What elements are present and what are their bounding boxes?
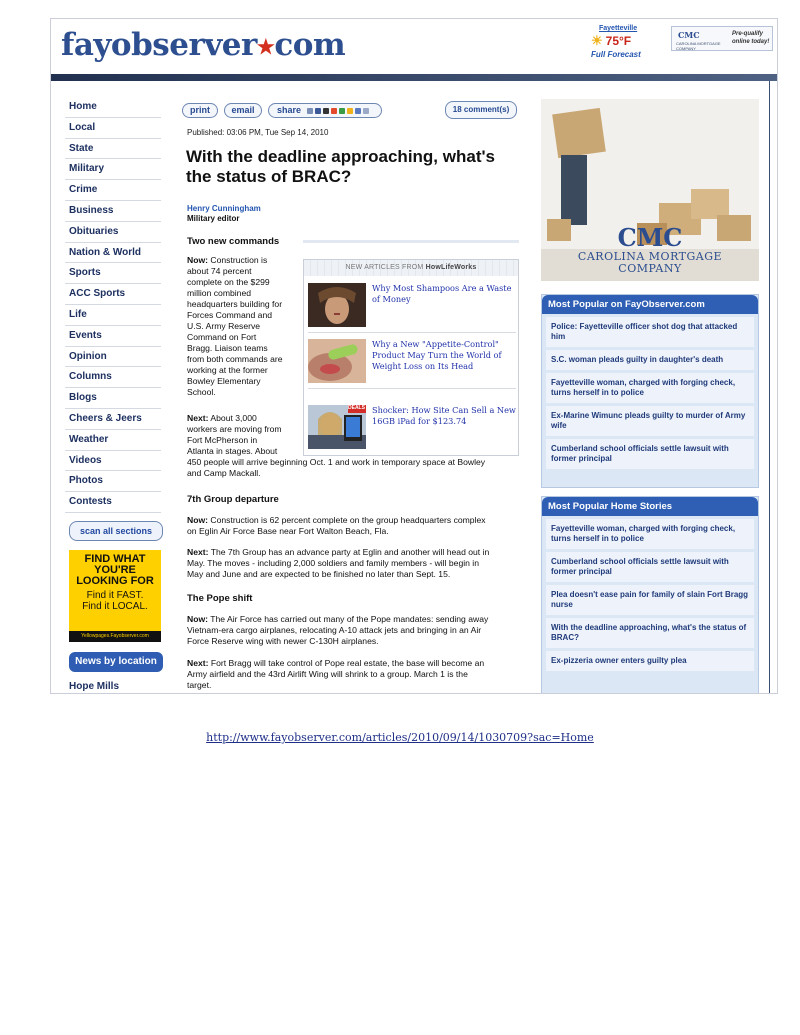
popular-story-link[interactable]: Fayetteville woman, charged with forging check, turns herself in to police bbox=[546, 373, 754, 403]
cmc-brand: CMC bbox=[617, 223, 683, 252]
share-label: share bbox=[277, 105, 302, 115]
right-edge-border bbox=[769, 81, 770, 694]
related-item[interactable] bbox=[308, 337, 516, 389]
p1-line: headquarters building for bbox=[187, 299, 283, 309]
p2-line: workers are moving from bbox=[187, 424, 282, 434]
p1-line: Bowley Elementary bbox=[187, 376, 261, 386]
paragraph-now-1 bbox=[187, 255, 303, 398]
popular-story-link[interactable]: Cumberland school officials settle lawsuit with former principal bbox=[546, 552, 754, 582]
nav-item[interactable]: Videos bbox=[65, 451, 161, 472]
popular-story-link[interactable]: Fayetteville woman, charged with forging check, turns herself in to police bbox=[546, 519, 754, 549]
popular-story-link[interactable]: With the deadline approaching, what's the status of BRAC? bbox=[546, 618, 754, 648]
nav-item[interactable]: Blogs bbox=[65, 388, 161, 409]
yellowpages-ad[interactable] bbox=[69, 550, 161, 642]
nav-item[interactable]: Photos bbox=[65, 471, 161, 492]
p1-line: working at the former bbox=[187, 365, 268, 375]
weather-temp-value: 75°F bbox=[605, 34, 632, 48]
nav-item[interactable]: Life bbox=[65, 305, 161, 326]
subhead-7th-group: 7th Group departure bbox=[187, 494, 279, 505]
p2-line: Fort McPherson in bbox=[187, 435, 258, 445]
paragraph-now-2 bbox=[187, 515, 527, 537]
popular-story-link[interactable]: Ex-Marine Wimunc pleads guilty to murder of Army wife bbox=[546, 406, 754, 436]
p6-line: Fort Bragg will take control of Pope real estate, the base will become an bbox=[210, 658, 485, 668]
nav-item[interactable]: Obituaries bbox=[65, 222, 161, 243]
most-popular-home-list bbox=[542, 519, 758, 671]
nav-item[interactable]: ACC Sports bbox=[65, 284, 161, 305]
popular-story-link[interactable]: Ex-pizzeria owner enters guilty plea bbox=[546, 651, 754, 671]
sun-icon: ☀ bbox=[591, 33, 603, 48]
nav-item[interactable]: Contests bbox=[65, 492, 161, 513]
related-item-title[interactable]: Shocker: How Site Can Sell a New 16GB iPad for $123.74 bbox=[372, 405, 516, 426]
lead-next-1: Next: bbox=[187, 413, 209, 423]
nav-item[interactable]: Military bbox=[65, 159, 161, 180]
p5-line: Force Reserve wing with newer C-130H airplanes. bbox=[187, 636, 379, 646]
top-ad-line2: online today! bbox=[732, 39, 770, 45]
lead-now-3: Now: bbox=[187, 614, 209, 624]
share-icon-5[interactable] bbox=[339, 108, 345, 114]
nav-item[interactable]: Crime bbox=[65, 180, 161, 201]
comments-count-button[interactable]: 18 comment(s) bbox=[445, 101, 517, 119]
p1-line: School. bbox=[187, 387, 216, 397]
paragraph-now-3 bbox=[187, 614, 527, 647]
lead-now-2: Now: bbox=[187, 515, 209, 525]
top-ad-text bbox=[732, 30, 769, 46]
source-url-link[interactable]: http://www.fayobserver.com/articles/2010/09/14/1030709?sac=Home bbox=[206, 731, 594, 744]
share-button[interactable] bbox=[268, 103, 382, 118]
p1-line: from both commands are bbox=[187, 354, 283, 364]
related-item-title[interactable]: Why a New "Appetite-Control" Product May Turn the World of Weight Loss on Its Head bbox=[372, 339, 502, 371]
most-popular-list bbox=[542, 317, 758, 469]
full-forecast-link[interactable]: Full Forecast bbox=[591, 50, 641, 59]
site-header bbox=[51, 19, 778, 74]
lead-next-2: Next: bbox=[187, 547, 209, 557]
p6-line: Army airfield and the 43rd Airlift Wing will shrink to a group. March 1 is the bbox=[187, 669, 468, 679]
lead-now-1: Now: bbox=[187, 255, 209, 265]
most-popular-title: Most Popular on FayObserver.com bbox=[542, 295, 758, 314]
p2-line: and Camp Mackall. bbox=[187, 468, 261, 478]
related-item[interactable] bbox=[308, 403, 516, 455]
p4-line: The 7th Group has an advance party at Eglin and another will head out in bbox=[210, 547, 490, 557]
logo-tld: com bbox=[274, 27, 346, 63]
nav-item-hope-mills[interactable]: Hope Mills bbox=[69, 681, 120, 692]
reddit-icon[interactable] bbox=[331, 108, 337, 114]
author-role: Military editor bbox=[187, 214, 240, 223]
browser-screenshot bbox=[50, 18, 778, 694]
cmc-line1: CAROLINA MORTGAGE bbox=[577, 250, 723, 263]
nav-item[interactable]: State bbox=[65, 139, 161, 160]
shampoo-thumbnail bbox=[308, 283, 366, 327]
p3-line: Construction is 62 percent complete on the group headquarters complex bbox=[210, 515, 486, 525]
share-icon-1[interactable] bbox=[307, 108, 313, 114]
p1-line: about 74 percent bbox=[187, 266, 252, 276]
logo-star: ★ bbox=[256, 34, 275, 59]
paragraph-next-2 bbox=[187, 547, 527, 580]
p1-line: Bragg. Liaison teams bbox=[187, 343, 268, 353]
p1-line: Command on Fort bbox=[187, 332, 257, 342]
nav-item[interactable]: Cheers & Jeers bbox=[65, 409, 161, 430]
related-item[interactable] bbox=[308, 281, 516, 333]
p4-line: May. The moves - including 2,000 soldiers and family members - will begin in bbox=[187, 558, 479, 568]
subhead-pope-shift: The Pope shift bbox=[187, 593, 253, 604]
weather-city-link[interactable]: Fayetteville bbox=[599, 25, 638, 32]
yp-line1: Find it FAST. bbox=[86, 590, 144, 601]
related-articles-box bbox=[303, 259, 519, 456]
nav-item[interactable]: Events bbox=[65, 326, 161, 347]
nav-item[interactable]: Opinion bbox=[65, 347, 161, 368]
most-popular-home-title: Most Popular Home Stories bbox=[542, 497, 758, 516]
related-item-title[interactable]: Why Most Shampoos Are a Waste of Money bbox=[372, 283, 512, 304]
article-title: With the deadline approaching, what's the status of BRAC? bbox=[186, 147, 495, 186]
yp-url: Yellowpages.Fayobserver.com bbox=[69, 631, 161, 642]
author-link[interactable]: Henry Cunningham bbox=[187, 204, 261, 213]
related-header-pre: NEW ARTICLES FROM bbox=[345, 264, 424, 271]
digg-icon[interactable] bbox=[323, 108, 329, 114]
top-ad-small: CAROLINA MORTGAGE COMPANY bbox=[676, 41, 721, 51]
p1-line: Forces Command and bbox=[187, 310, 273, 320]
section-nav bbox=[65, 97, 161, 513]
popular-story-link[interactable]: Plea doesn't ease pain for family of slain Fort Bragg nurse bbox=[546, 585, 754, 615]
p5-line: The Air Force has carried out many of the Pope mandates: sending away bbox=[210, 614, 489, 624]
top-ad-line1: Pre-qualify bbox=[732, 31, 764, 37]
logo-main: fayobserver bbox=[61, 27, 257, 63]
share-icon-7[interactable] bbox=[355, 108, 361, 114]
p5-line: Vietnam-era cargo airplanes, relocating A-10 attack jets and bringing in an Air bbox=[187, 625, 482, 635]
top-ad-brand: CMC bbox=[678, 30, 700, 40]
news-by-location-button[interactable]: News by location bbox=[69, 652, 163, 672]
p4-line: May and June and are expected to be finished no later than Sept. 15. bbox=[187, 569, 451, 579]
email-button[interactable]: email bbox=[224, 103, 262, 118]
yp-line2: Find it LOCAL. bbox=[82, 601, 148, 612]
p1-line: U.S. Army Reserve bbox=[187, 321, 261, 331]
nav-item[interactable]: Columns bbox=[65, 367, 161, 388]
subhead-two-new-commands: Two new commands bbox=[187, 236, 280, 247]
nav-item[interactable]: Local bbox=[65, 118, 161, 139]
most-popular-home-box bbox=[541, 496, 759, 694]
share-icon-8[interactable] bbox=[363, 108, 369, 114]
facebook-icon[interactable] bbox=[315, 108, 321, 114]
nav-item[interactable]: Nation & World bbox=[65, 243, 161, 264]
scan-all-sections-button[interactable]: scan all sections bbox=[69, 521, 163, 541]
p6-line: target. bbox=[187, 680, 212, 690]
cmc-line2: COMPANY bbox=[618, 262, 682, 275]
cmc-sidebar-ad[interactable] bbox=[541, 99, 759, 281]
share-icon-6[interactable] bbox=[347, 108, 353, 114]
p1-line: complete on the $299 bbox=[187, 277, 270, 287]
subhead-rule bbox=[303, 240, 519, 243]
ipad-deal-thumbnail bbox=[308, 405, 366, 449]
nav-item[interactable]: Sports bbox=[65, 263, 161, 284]
top-banner-ad[interactable] bbox=[671, 26, 773, 51]
p2-line: Atlanta in stages. About bbox=[187, 446, 278, 456]
popular-story-link[interactable]: S.C. woman pleads guilty in daughter's death bbox=[546, 350, 754, 370]
site-logo[interactable] bbox=[61, 27, 345, 63]
print-button[interactable]: print bbox=[182, 103, 218, 118]
deals-badge: DEALS bbox=[348, 405, 365, 411]
p1-line: million combined bbox=[187, 288, 252, 298]
lead-next-3: Next: bbox=[187, 658, 209, 668]
related-header bbox=[304, 260, 518, 276]
p2-line: About 3,000 bbox=[210, 413, 257, 423]
most-popular-box bbox=[541, 294, 759, 488]
paragraph-next-3 bbox=[187, 658, 527, 691]
cmc-logo bbox=[541, 225, 759, 275]
header-divider-bar bbox=[51, 74, 778, 81]
nav-item[interactable]: Weather bbox=[65, 430, 161, 451]
weather-widget bbox=[591, 25, 661, 59]
p2-line: 450 people will arrive beginning Oct. 1 and work in temporary space at Bowley bbox=[187, 457, 486, 467]
yp-headline: FIND WHAT YOU'RE LOOKING FOR bbox=[76, 553, 154, 587]
appetite-thumbnail bbox=[308, 339, 366, 383]
published-date: Published: 03:06 PM, Tue Sep 14, 2010 bbox=[187, 128, 329, 137]
p1-line: Construction is bbox=[210, 255, 268, 265]
weather-temp bbox=[591, 33, 661, 49]
popular-story-link[interactable]: Police: Fayetteville officer shot dog that attacked him bbox=[546, 317, 754, 347]
nav-item[interactable]: Business bbox=[65, 201, 161, 222]
related-header-brand: HowLifeWorks bbox=[425, 264, 477, 271]
nav-item[interactable]: Home bbox=[65, 97, 161, 118]
byline bbox=[187, 204, 261, 224]
popular-story-link[interactable]: Cumberland school officials settle lawsuit with former principal bbox=[546, 439, 754, 469]
p3-line: on Eglin Air Force Base near Fort Walton Beach, Fla. bbox=[187, 526, 389, 536]
